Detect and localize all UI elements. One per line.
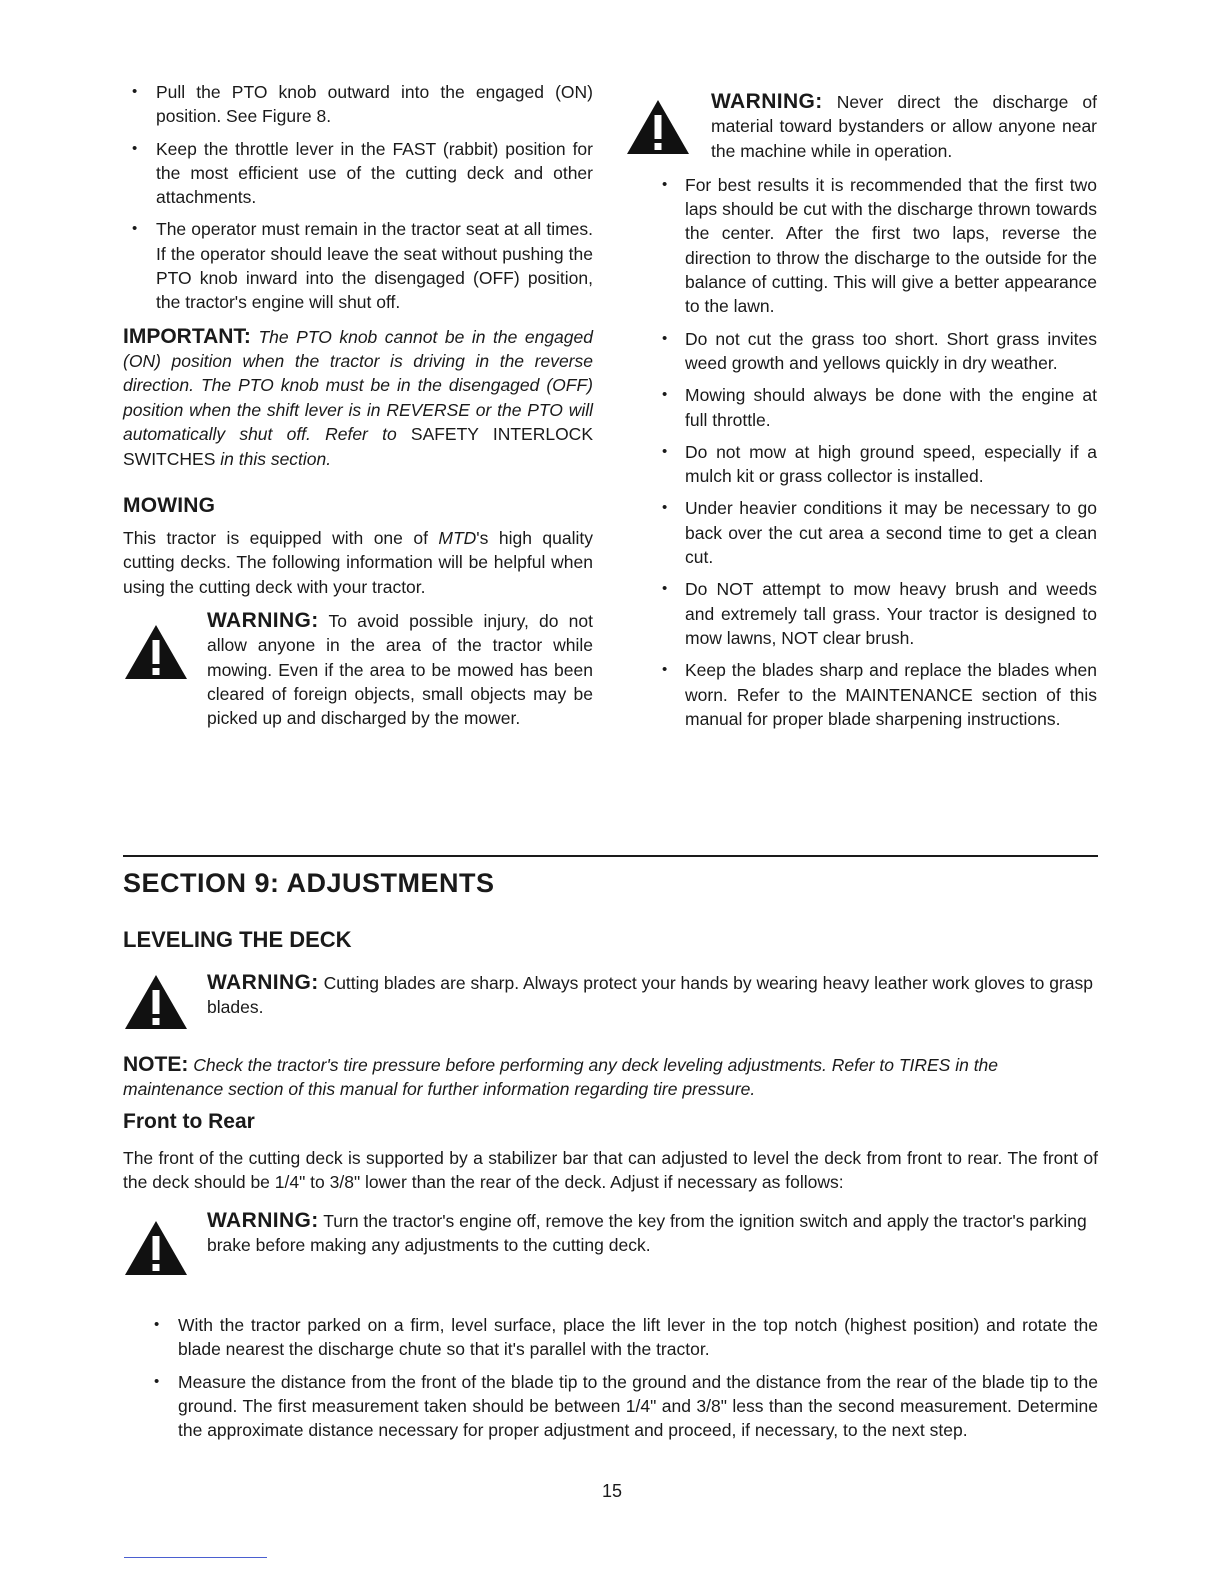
brand-name: MTD: [438, 528, 477, 549]
list-item: • Do not cut the grass too short. Short grass invites weed growth and yellows quickly in dry weather.: [625, 327, 1097, 376]
list-item: • Keep the blades sharp and replace the blades when worn. Refer to the MAINTENANCE section of this manual for proper blade sharpening instructions.: [625, 658, 1097, 731]
mowing-intro: [123, 526, 593, 599]
warning-text: Cutting blades are sharp. Always protect your hands by wearing heavy leather work gloves to grasp blades.: [207, 973, 1094, 1018]
warning-label: WARNING:: [207, 971, 319, 994]
engine-off-warning: [123, 1209, 1098, 1258]
mowing-tips-list: [625, 173, 1097, 731]
mowing-warning-text: [207, 609, 593, 730]
left-column: [123, 80, 593, 730]
mowing-heading: MOWING: [123, 494, 216, 518]
mowing-warning: [123, 609, 593, 730]
note-label: NOTE:: [123, 1053, 189, 1076]
important-reference: SAFETY INTERLOCK SWITCHES: [123, 424, 593, 469]
warning-text: To avoid possible injury, do not allow anyone in the area of the tractor while mowing. Even if the area to be mowed has been cleared of foreign objects, small objects may be picked up and discharged by the mower.: [207, 611, 593, 729]
important-note: [123, 325, 593, 471]
page-number: 15: [601, 1481, 623, 1501]
mowing-intro-text-end: 's high quality cutting decks. The following information will be helpful when using the cutting deck with your tractor.: [123, 528, 593, 597]
list-item: • Measure the distance from the front of the blade tip to the ground and the distance from the rear of the blade tip to the ground. The first measurement taken should be between 1/4" and 3/8" less than the second measurement. Determine the approximate distance necessary for proper adjustment and proceed, if necessary, to the next step.: [145, 1370, 1098, 1443]
list-item: • Under heavier conditions it may be necessary to go back over the cut area a second time to get a clean cut.: [625, 496, 1097, 569]
important-text: The PTO knob cannot be in the engaged (ON) position when the tractor is driving in the reverse direction. The PTO knob must be in the disengaged (OFF) position when the shift lever is in REVERSE or the PTO will automatically shut off. Refer to: [123, 326, 593, 445]
blades-warning: [123, 971, 1098, 1020]
warning-label: WARNING:: [207, 609, 319, 632]
warning-triangle-icon: [123, 623, 189, 681]
warning-triangle-icon: [123, 1219, 189, 1277]
list-item: • Pull the PTO knob outward into the engaged (ON) position. See Figure 8.: [123, 80, 593, 129]
section-title: SECTION 9: ADJUSTMENTS: [123, 868, 495, 898]
leveling-steps-list: [145, 1313, 1098, 1450]
right-column: [625, 90, 1097, 739]
warning-triangle-icon: [625, 98, 691, 156]
list-item: • For best results it is recommended that the first two laps should be cut with the discharge thrown towards the center. After the first two laps, reverse the direction to throw the discharge to the outside for the balance of cutting. This will give a better appearance to the lawn.: [625, 173, 1097, 319]
front-to-rear-heading: Front to Rear: [123, 1110, 255, 1133]
engine-off-warning-text: [207, 1209, 1098, 1258]
blades-warning-text: [207, 971, 1098, 1020]
section-divider: [123, 855, 1098, 857]
warning-text: Turn the tractor's engine off, remove the key from the ignition switch and apply the tractor's parking brake before making any adjustments to the cutting deck.: [207, 1211, 1087, 1256]
pto-instructions-list: [123, 80, 593, 315]
list-item: • Do not mow at high ground speed, especially if a mulch kit or grass collector is installed.: [625, 440, 1097, 489]
front-to-rear-text: The front of the cutting deck is supported by a stabilizer bar that can adjusted to level the deck from front to rear. The front of the deck should be 1/4" to 3/8" lower than the rear of the deck. Adjust if necessary as follows:: [123, 1148, 1098, 1193]
note-text: Check the tractor's tire pressure before performing any deck leveling adjustments. Refer to TIRES in the maintenance section of this manual for further information regarding tire pressure.: [123, 1055, 999, 1100]
important-text-end: in this section.: [220, 448, 332, 469]
list-item: • With the tractor parked on a firm, level surface, place the lift lever in the top notch (highest position) and rotate the blade nearest the discharge chute so that it's parallel with the tractor.: [145, 1313, 1098, 1362]
mowing-intro-text: This tractor is equipped with one of: [123, 528, 428, 549]
list-item: • Mowing should always be done with the engine at full throttle.: [625, 383, 1097, 432]
footer-divider: [124, 1557, 267, 1558]
warning-text: Never direct the discharge of material toward bystanders or allow anyone near the machine while in operation.: [711, 92, 1097, 161]
list-item: • Keep the throttle lever in the FAST (rabbit) position for the most efficient use of the cutting deck and other attachments.: [123, 137, 593, 210]
tire-pressure-note: [123, 1053, 1098, 1102]
warning-label: WARNING:: [207, 1209, 319, 1232]
warning-label: WARNING:: [711, 90, 823, 113]
list-item: • The operator must remain in the tractor seat at all times. If the operator should leave the seat without pushing the PTO knob inward into the disengaged (OFF) position, the tractor's engine will shut off.: [123, 217, 593, 314]
leveling-heading: LEVELING THE DECK: [123, 927, 352, 952]
list-item: • Do NOT attempt to mow heavy brush and weeds and extremely tall grass. Your tractor is designed to mow lawns, NOT clear brush.: [625, 577, 1097, 650]
discharge-warning: [625, 90, 1097, 163]
important-label: IMPORTANT:: [123, 324, 251, 348]
warning-triangle-icon: [123, 973, 189, 1031]
discharge-warning-text: [711, 90, 1097, 163]
